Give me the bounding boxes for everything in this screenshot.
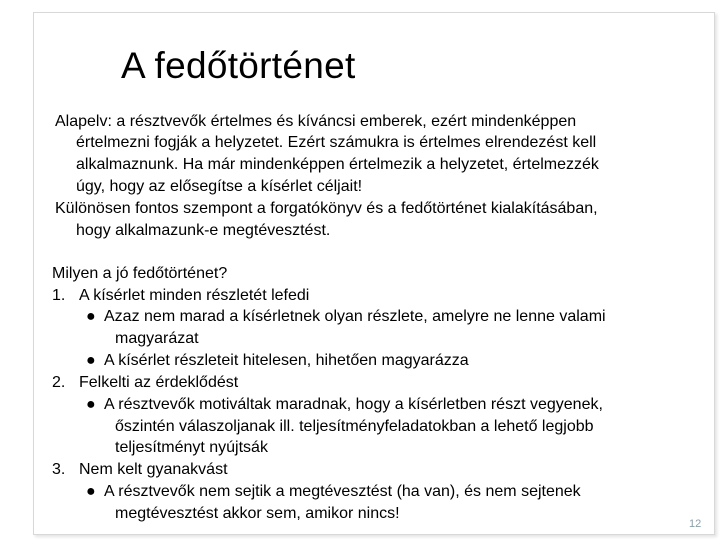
- bullet-text: megtévesztést akkor sem, amikor nincs!: [115, 505, 400, 522]
- paragraph-line: Alapelv: a résztvevők értelmes és kíváncsi emberek, ezért mindenképpen: [55, 113, 577, 130]
- list-number: 3.: [52, 461, 66, 478]
- bullet-icon: ●: [86, 483, 96, 500]
- list-item-text: A kísérlet minden részletét lefedi: [79, 287, 310, 304]
- bullet-text: őszintén válaszoljanak ill. teljesítményfeladatokban a lehető legjobb: [115, 418, 594, 435]
- list-item-text: Nem kelt gyanakvást: [79, 461, 228, 478]
- paragraph-line: értelmezni fogják a helyzetet. Ezért számukra is értelmes elrendezést kell: [76, 134, 597, 151]
- paragraph-line: Különösen fontos szempont a forgatókönyv és a fedőtörténet kialakításában,: [55, 200, 598, 217]
- paragraph-line: úgy, hogy az elősegítse a kísérlet céljait!: [76, 178, 363, 195]
- bullet-icon: ●: [86, 352, 96, 369]
- slide-title: A fedőtörténet: [121, 45, 356, 86]
- list-item-text: Felkelti az érdeklődést: [79, 374, 239, 391]
- bullet-text: A kísérlet részleteit hitelesen, hihetően magyarázza: [104, 352, 469, 369]
- bullet-text: teljesítményt nyújtsák: [115, 439, 268, 456]
- bullet-text: A résztvevők nem sejtik a megtévesztést (ha van), és nem sejtenek: [104, 483, 581, 500]
- paragraph-line: hogy alkalmazunk-e megtévesztést.: [76, 222, 331, 239]
- bullet-text: magyarázat: [115, 330, 199, 347]
- page-number: 12: [689, 518, 702, 530]
- bullet-icon: ●: [86, 308, 96, 325]
- list-number: 1.: [52, 287, 66, 304]
- paragraph-line: alkalmaznunk. Ha már mindenképpen értelmezik a helyzetet, értelmezzék: [76, 156, 599, 173]
- bullet-text: Azaz nem marad a kísérletnek olyan részlete, amelyre ne lenne valami: [104, 308, 606, 325]
- list-number: 2.: [52, 374, 66, 391]
- bullet-text: A résztvevők motiváltak maradnak, hogy a kísérletben részt vegyenek,: [104, 396, 603, 413]
- bullet-icon: ●: [86, 396, 96, 413]
- question-heading: Milyen a jó fedőtörténet?: [52, 265, 228, 282]
